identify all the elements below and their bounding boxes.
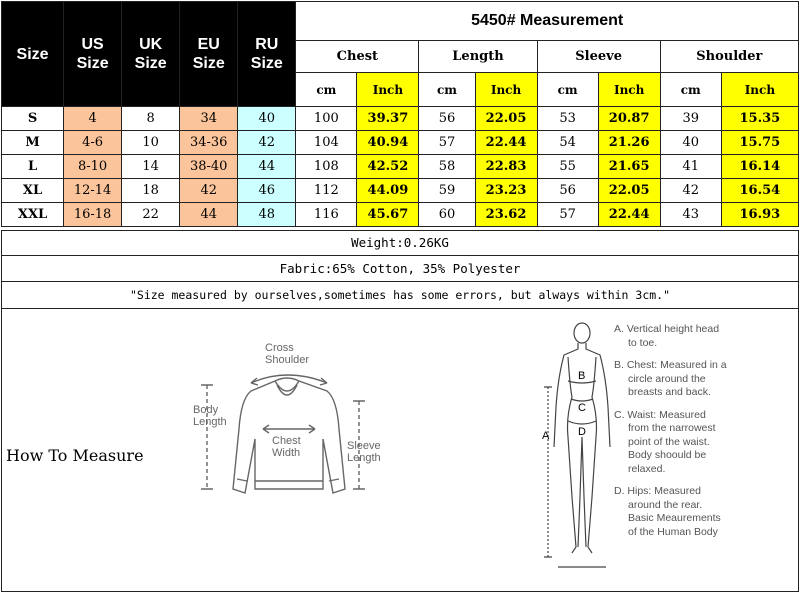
sweater-diagram [187,339,397,519]
cell-length-in: 23.23 [475,179,537,203]
cell-eu: 42 [180,179,238,203]
cell-us: 4 [64,107,122,131]
body-label-b: B [578,370,586,382]
group-chest: Chest [296,41,419,73]
unit-cm: cm [537,73,598,107]
measure-note [614,485,744,539]
measure-note-line: A. Vertical height head [614,323,720,335]
cell-length-in: 22.83 [475,155,537,179]
cell-chest-in: 39.37 [357,107,419,131]
cell-eu: 34-36 [180,131,238,155]
cell-chest-cm: 108 [296,155,357,179]
ru-size-header: RU Size [238,2,296,107]
cell-chest-in: 44.09 [357,179,419,203]
unit-cm: cm [660,73,721,107]
cell-length-in: 22.44 [475,131,537,155]
cell-length-cm: 58 [419,155,475,179]
chest-width-label-2: Width [272,447,301,459]
measure-note-line: C. Waist: Measured [614,408,706,421]
cell-uk: 10 [122,131,180,155]
note-row: "Size measured by ourselves,sometimes has some errors, but always within 3cm." [1,281,799,309]
weight-row: Weight:0.26KG [1,230,799,256]
cell-shoulder-cm: 40 [660,131,721,155]
uk-size-header: UK Size [122,2,180,107]
cell-size: S [2,107,64,131]
us-size-header: US Size [64,2,122,107]
table-row [2,179,799,203]
sleeve-length-label-2: Length [347,452,381,464]
body-label-c: C [578,402,586,414]
group-length: Length [419,41,537,73]
cell-uk: 14 [122,155,180,179]
cell-sleeve-in: 22.05 [598,179,660,203]
unit-cm: cm [419,73,475,107]
cell-sleeve-in: 21.65 [598,155,660,179]
how-to-measure-label: How To Measure [6,446,144,465]
cell-length-cm: 59 [419,179,475,203]
cell-length-cm: 60 [419,203,475,227]
cell-chest-cm: 100 [296,107,357,131]
cell-sleeve-cm: 54 [537,131,598,155]
measure-note-line: to toe. [628,336,658,349]
cell-size: M [2,131,64,155]
unit-inch: Inch [598,73,660,107]
fabric-row: Fabric:65% Cotton, 35% Polyester [1,255,799,282]
measure-note [614,359,744,400]
measurement-title: 5450# Measurement [296,2,799,41]
cell-uk: 18 [122,179,180,203]
measure-note [614,323,744,350]
cell-sleeve-cm: 53 [537,107,598,131]
group-sleeve: Sleeve [537,41,660,73]
measure-note-line: around the rear. [628,498,703,511]
sleeve-length-label-1: Sleeve [347,440,381,452]
cell-uk: 8 [122,107,180,131]
cell-us: 12-14 [64,179,122,203]
chest-width-label-1: Chest [272,435,301,447]
group-shoulder: Shoulder [660,41,798,73]
cell-shoulder-in: 16.14 [721,155,798,179]
cell-ru: 46 [238,179,296,203]
unit-inch: Inch [721,73,798,107]
cell-shoulder-in: 16.54 [721,179,798,203]
measure-note-line: B. Chest: Measured in a [614,359,727,371]
unit-inch: Inch [357,73,419,107]
cell-size: L [2,155,64,179]
unit-inch: Inch [475,73,537,107]
measure-note-line: Basic Meaurements [628,512,721,524]
measure-panel [1,308,799,592]
table-row [2,203,799,227]
cell-ru: 40 [238,107,296,131]
body-label-d: D [578,426,586,438]
table-row [2,155,799,179]
cell-chest-in: 40.94 [357,131,419,155]
cell-sleeve-cm: 56 [537,179,598,203]
cell-us: 4-6 [64,131,122,155]
cell-chest-cm: 112 [296,179,357,203]
cell-size: XL [2,179,64,203]
size-header: Size [2,2,64,107]
cell-size: XXL [2,203,64,227]
cell-chest-in: 45.67 [357,203,419,227]
cell-length-in: 22.05 [475,107,537,131]
measure-note-line: Body shoould be [628,449,707,461]
cell-eu: 34 [180,107,238,131]
cross-shoulder-label-1: Cross [265,342,294,354]
cell-us: 8-10 [64,155,122,179]
cell-eu: 44 [180,203,238,227]
measure-note-line: D. Hips: Measured [614,485,701,497]
cell-ru: 44 [238,155,296,179]
body-label-a: A [542,430,550,442]
body-length-label-1: Body [193,404,219,416]
measure-note-line: of the Human Body [628,525,718,538]
cell-uk: 22 [122,203,180,227]
cell-length-cm: 57 [419,131,475,155]
cell-length-cm: 56 [419,107,475,131]
table-row [2,131,799,155]
cell-sleeve-in: 21.26 [598,131,660,155]
cell-shoulder-cm: 41 [660,155,721,179]
cell-ru: 48 [238,203,296,227]
measure-note [614,409,744,477]
cell-chest-cm: 116 [296,203,357,227]
cell-shoulder-cm: 39 [660,107,721,131]
cell-shoulder-in: 15.75 [721,131,798,155]
cell-sleeve-cm: 57 [537,203,598,227]
cell-length-in: 23.62 [475,203,537,227]
table-row [2,107,799,131]
cell-shoulder-cm: 43 [660,203,721,227]
unit-cm: cm [296,73,357,107]
cell-chest-cm: 104 [296,131,357,155]
size-table [1,1,799,227]
body-length-label-2: Length [193,416,227,428]
cell-chest-in: 42.52 [357,155,419,179]
measure-note-line: circle around the [628,372,706,385]
eu-size-header: EU Size [180,2,238,107]
cross-shoulder-label-2: Shoulder [265,354,310,366]
cell-shoulder-cm: 42 [660,179,721,203]
cell-us: 16-18 [64,203,122,227]
cell-ru: 42 [238,131,296,155]
measure-note-line: breasts and back. [628,386,711,398]
cell-shoulder-in: 16.93 [721,203,798,227]
measure-note-line: from the narrowest [628,422,716,434]
cell-shoulder-in: 15.35 [721,107,798,131]
cell-sleeve-in: 22.44 [598,203,660,227]
cell-eu: 38-40 [180,155,238,179]
cell-sleeve-cm: 55 [537,155,598,179]
measure-note-line: point of the waist. [628,435,710,448]
cell-sleeve-in: 20.87 [598,107,660,131]
measure-notes [614,323,744,548]
measure-note-line: relaxed. [628,462,666,475]
body-diagram [542,317,622,572]
